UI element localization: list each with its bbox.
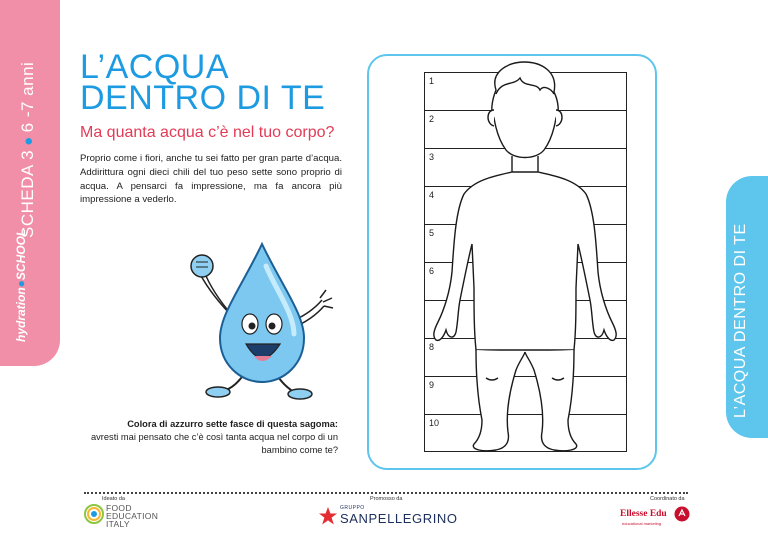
ellesse-edu-subtitle: educational marketing <box>622 521 662 526</box>
footer-promosso-label: Promosso da <box>370 496 403 502</box>
footer-ideato-label: Ideato da <box>102 496 125 502</box>
footer-divider <box>84 492 688 494</box>
child-silhouette-icon <box>424 60 627 452</box>
food-education-italy-text: FOOD EDUCATION ITALY <box>106 503 159 529</box>
sanpellegrino-name: SANPELLEGRINO <box>340 511 458 526</box>
band-number: 4 <box>429 190 435 200</box>
page-subtitle: Ma quanta acqua c’è nel tuo corpo? <box>80 124 335 141</box>
sanpellegrino-group-label: GRUPPO <box>340 505 365 511</box>
intro-paragraph: Proprio come i fiori, anche tu sei fatto per gran parte d’acqua. Addirittura ogni dieci chili del tuo peso sette sono proprio di acqua. A pensarci fa impressione, ma fa ancora più impressione a vederlo. <box>80 153 342 206</box>
food-education-italy-logo-icon <box>84 503 104 525</box>
page-title <box>80 48 326 117</box>
coloring-instruction: Colora di azzurro sette fasce di questa sagoma: avresti mai pensato che c’è così tanta acqua nel corpo di un bambino come te? <box>90 419 338 455</box>
water-drop-mascot-icon <box>172 226 338 406</box>
sanpellegrino-star-icon <box>318 506 338 526</box>
right-tab-title: L’ACQUA DENTRO DI TE <box>732 223 749 418</box>
page-title-line1: L’ACQUA <box>80 48 229 86</box>
band-number: 1 <box>429 76 435 86</box>
band-number: 6 <box>429 266 435 276</box>
footer-coordinato-label: Coordinato da <box>650 496 685 502</box>
band-number: 8 <box>429 342 435 352</box>
page-title-line2: DENTRO DI TE <box>80 79 326 117</box>
band-number: 3 <box>429 152 435 162</box>
band-number: 2 <box>429 114 435 124</box>
hydration-school-logo: hydration●SCHOOL <box>14 228 28 342</box>
bullet-icon: ● <box>20 136 37 146</box>
page-number: 1 <box>732 506 739 520</box>
band-number: 9 <box>429 380 435 390</box>
ellesse-edu-logo-icon <box>674 506 690 522</box>
worksheet-label: SCHEDA 3●6 -7 anni <box>18 61 37 238</box>
band-number: 10 <box>429 418 440 428</box>
band-number: 5 <box>429 228 435 238</box>
ellesse-edu-name: Ellesse Edu <box>620 509 667 519</box>
